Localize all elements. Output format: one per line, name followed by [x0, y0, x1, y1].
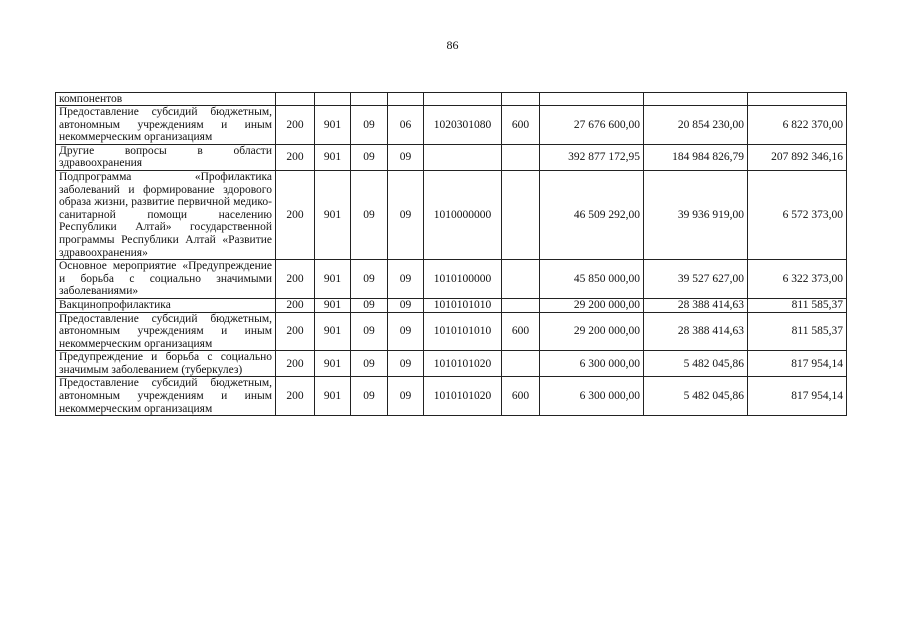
rz-code: 901	[315, 377, 351, 416]
csr-code: 1010101010	[424, 312, 502, 351]
table-row	[56, 377, 847, 416]
vr-code	[502, 298, 540, 312]
csr-code	[424, 93, 502, 106]
vr-code	[502, 170, 540, 259]
pr2-code: 09	[388, 170, 424, 259]
rz-code: 901	[315, 312, 351, 351]
adm-code: 200	[276, 377, 315, 416]
pr-code: 09	[351, 106, 388, 145]
sum-3: 6 822 370,00	[748, 106, 847, 145]
csr-code	[424, 144, 502, 170]
csr-code: 1020301080	[424, 106, 502, 145]
rz-code: 901	[315, 298, 351, 312]
csr-code: 1010100000	[424, 260, 502, 299]
adm-code: 200	[276, 170, 315, 259]
rz-code: 901	[315, 170, 351, 259]
vr-code	[502, 260, 540, 299]
sum-3: 817 954,14	[748, 377, 847, 416]
table-row	[56, 93, 847, 106]
table-row	[56, 312, 847, 351]
sum-3	[748, 93, 847, 106]
adm-code: 200	[276, 106, 315, 145]
pr2-code	[388, 93, 424, 106]
sum-2	[644, 93, 748, 106]
sum-3: 6 322 373,00	[748, 260, 847, 299]
sum-3: 811 585,37	[748, 298, 847, 312]
sum-2: 5 482 045,86	[644, 377, 748, 416]
table-row	[56, 106, 847, 145]
pr2-code: 09	[388, 377, 424, 416]
rz-code	[315, 93, 351, 106]
pr-code: 09	[351, 298, 388, 312]
pr-code	[351, 93, 388, 106]
vr-code	[502, 351, 540, 377]
pr2-code: 09	[388, 351, 424, 377]
table-row	[56, 298, 847, 312]
vr-code: 600	[502, 312, 540, 351]
sum-2: 184 984 826,79	[644, 144, 748, 170]
pr-code: 09	[351, 377, 388, 416]
pr-code: 09	[351, 260, 388, 299]
sum-3: 207 892 346,16	[748, 144, 847, 170]
row-name: Предоставление субсидий бюджетным, автономным учреждениям и иным некоммерческим организациям	[56, 377, 276, 416]
sum-2: 28 388 414,63	[644, 298, 748, 312]
pr2-code: 09	[388, 144, 424, 170]
vr-code: 600	[502, 106, 540, 145]
row-name: Предоставление субсидий бюджетным, автономным учреждениям и иным некоммерческим организациям	[56, 312, 276, 351]
sum-2: 5 482 045,86	[644, 351, 748, 377]
sum-1: 45 850 000,00	[540, 260, 644, 299]
vr-code	[502, 93, 540, 106]
sum-1: 46 509 292,00	[540, 170, 644, 259]
sum-1: 29 200 000,00	[540, 312, 644, 351]
sum-1: 29 200 000,00	[540, 298, 644, 312]
row-name: Предоставление субсидий бюджетным, автономным учреждениям и иным некоммерческим организациям	[56, 106, 276, 145]
adm-code	[276, 93, 315, 106]
pr2-code: 06	[388, 106, 424, 145]
page-number: 86	[446, 38, 459, 52]
rz-code: 901	[315, 144, 351, 170]
rz-code: 901	[315, 260, 351, 299]
adm-code: 200	[276, 144, 315, 170]
table-row	[56, 144, 847, 170]
table-row	[56, 351, 847, 377]
sum-1: 27 676 600,00	[540, 106, 644, 145]
vr-code: 600	[502, 377, 540, 416]
table-row	[56, 260, 847, 299]
sum-1: 6 300 000,00	[540, 351, 644, 377]
pr2-code: 09	[388, 260, 424, 299]
pr-code: 09	[351, 144, 388, 170]
csr-code: 1010101010	[424, 298, 502, 312]
row-name: Основное мероприятие «Предупреждение и борьба с социально значимыми заболеваниями»	[56, 260, 276, 299]
adm-code: 200	[276, 312, 315, 351]
sum-2: 39 936 919,00	[644, 170, 748, 259]
sum-3: 6 572 373,00	[748, 170, 847, 259]
pr-code: 09	[351, 312, 388, 351]
pr2-code: 09	[388, 312, 424, 351]
csr-code: 1010101020	[424, 351, 502, 377]
table-row	[56, 170, 847, 259]
row-name: Вакцинопрофилактика	[56, 298, 276, 312]
sum-1	[540, 93, 644, 106]
rz-code: 901	[315, 351, 351, 377]
budget-table	[55, 92, 847, 416]
pr2-code: 09	[388, 298, 424, 312]
rz-code: 901	[315, 106, 351, 145]
vr-code	[502, 144, 540, 170]
csr-code: 1010000000	[424, 170, 502, 259]
sum-1: 392 877 172,95	[540, 144, 644, 170]
pr-code: 09	[351, 351, 388, 377]
adm-code: 200	[276, 298, 315, 312]
row-name: Другие вопросы в области здравоохранения	[56, 144, 276, 170]
sum-2: 39 527 627,00	[644, 260, 748, 299]
sum-3: 811 585,37	[748, 312, 847, 351]
row-name: Предупреждение и борьба с социально значимым заболеванием (туберкулез)	[56, 351, 276, 377]
pr-code: 09	[351, 170, 388, 259]
adm-code: 200	[276, 260, 315, 299]
adm-code: 200	[276, 351, 315, 377]
sum-1: 6 300 000,00	[540, 377, 644, 416]
sum-2: 20 854 230,00	[644, 106, 748, 145]
sum-3: 817 954,14	[748, 351, 847, 377]
row-name: Подпрограмма «Профилактика заболеваний и формирование здорового образа жизни, развитие первичной медико-санитарной помощи населению Республики Алтай» государственной программы Республики Алтай «Развитие здравоохранения»	[56, 170, 276, 259]
row-name: компонентов	[56, 93, 276, 106]
sum-2: 28 388 414,63	[644, 312, 748, 351]
csr-code: 1010101020	[424, 377, 502, 416]
